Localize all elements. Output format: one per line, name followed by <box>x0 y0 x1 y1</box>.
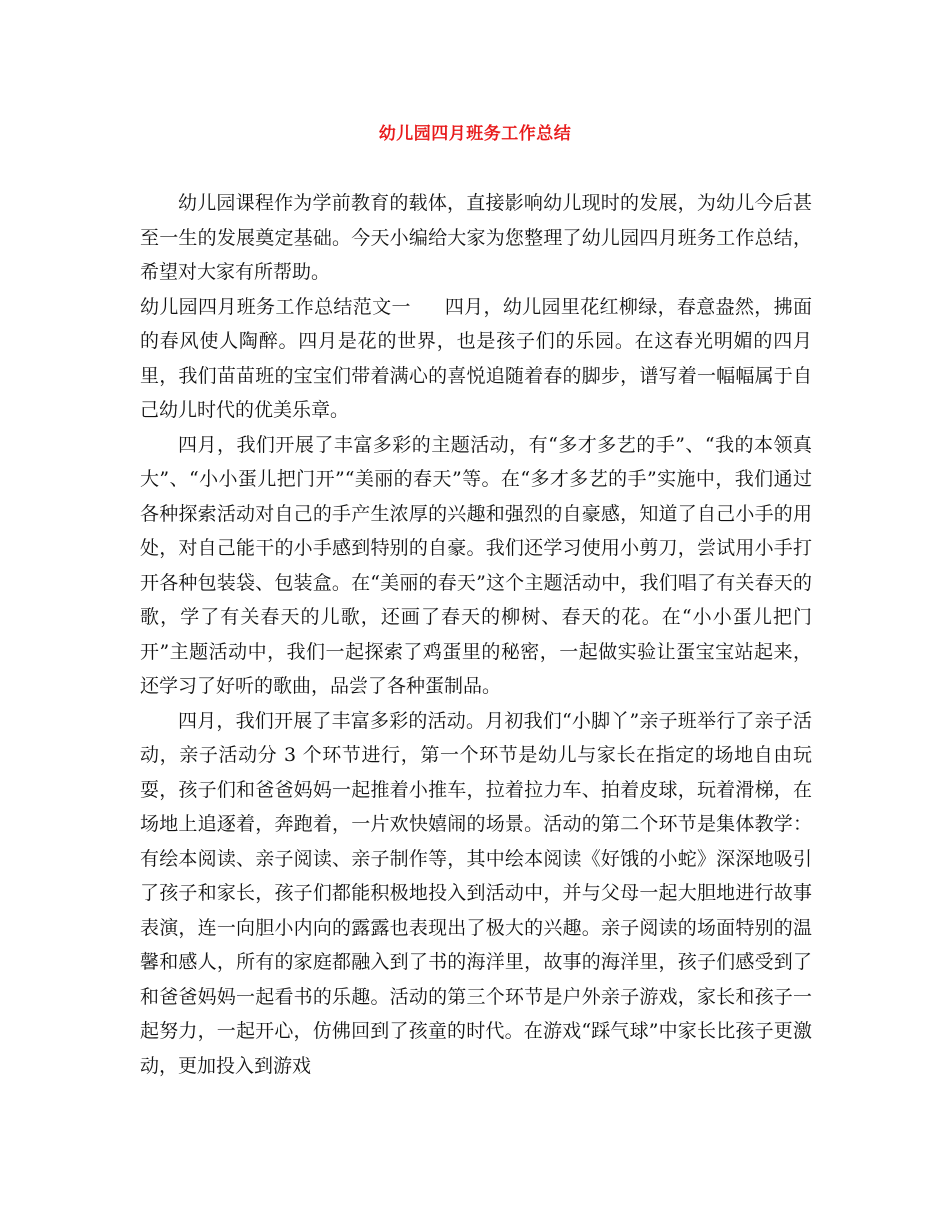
document-title: 幼儿园四月班务工作总结 <box>378 124 572 144</box>
section-paragraph <box>140 290 812 428</box>
activities-paragraph: 四月，我们开展了丰富多彩的活动。月初我们“小脚丫”亲子班举行了亲子活动，亲子活动分 3 个环节进行，第一个环节是幼儿与家长在指定的场地自由玩耍，孩子们和爸爸妈妈一起推着小推车，拉着拉力车、拍着皮球，玩着滑梯，在场地上追逐着，奔跑着，一片欢快嬉闹的场景。活动的第二个环节是集体教学：有绘本阅读、亲子阅读、亲子制作等，其中绘本阅读《好饿的小蛇》深深地吸引了孩子和家长，孩子们都能积极地投入到活动中，并与父母一起大胆地进行故事表演，连一向胆小内向的露露也表现出了极大的兴趣。亲子阅读的场面特别的温馨和感人，所有的家庭都融入到了书的海洋里，故事的海洋里，孩子们感受到了和爸爸妈妈一起看书的乐趣。活动的第三个环节是户外亲子游戏，家长和孩子一起努力，一起开心，仿佛回到了孩童的时代。在游戏“踩气球”中家长比孩子更激动，更加投入到游戏 <box>140 709 812 1077</box>
document-body <box>140 186 812 1083</box>
intro-paragraph: 幼儿园课程作为学前教育的载体，直接影响幼儿现时的发展，为幼儿今后甚至一生的发展奠定基础。今天小编给大家为您整理了幼儿园四月班务工作总结，希望对大家有所帮助。 <box>140 192 812 283</box>
section-heading: 幼儿园四月班务工作总结范文一 <box>140 295 411 318</box>
themes-paragraph: 四月，我们开展了丰富多彩的主题活动，有“多才多艺的手”、“我的本领真大”、“小小蛋儿把门开”“美丽的春天”等。在“多才多艺的手”实施中，我们通过各种探索活动对自己的手产生浓厚的兴趣和强烈的自豪感，知道了自己小手的用处，对自己能干的小手感到特别的自豪。我们还学习使用小剪刀，尝试用小手打开各种包装袋、包装盒。在“美丽的春天”这个主题活动中，我们唱了有关春天的歌，学了有关春天的儿歌，还画了春天的柳树、春天的花。在“小小蛋儿把门开”主题活动中，我们一起探索了鸡蛋里的秘密，一起做实验让蛋宝宝站起来，还学习了好听的歌曲，品尝了各种蛋制品。 <box>140 433 812 697</box>
section-first-text: 四月，幼儿园里花红柳绿，春意盎然，拂面的春风使人陶醉。四月是花的世界，也是孩子们的乐园。在这春光明媚的四月里，我们苗苗班的宝宝们带着满心的喜悦追随着春的脚步，谱写着一幅幅属于自己幼儿时代的优美乐章。 <box>140 295 812 421</box>
